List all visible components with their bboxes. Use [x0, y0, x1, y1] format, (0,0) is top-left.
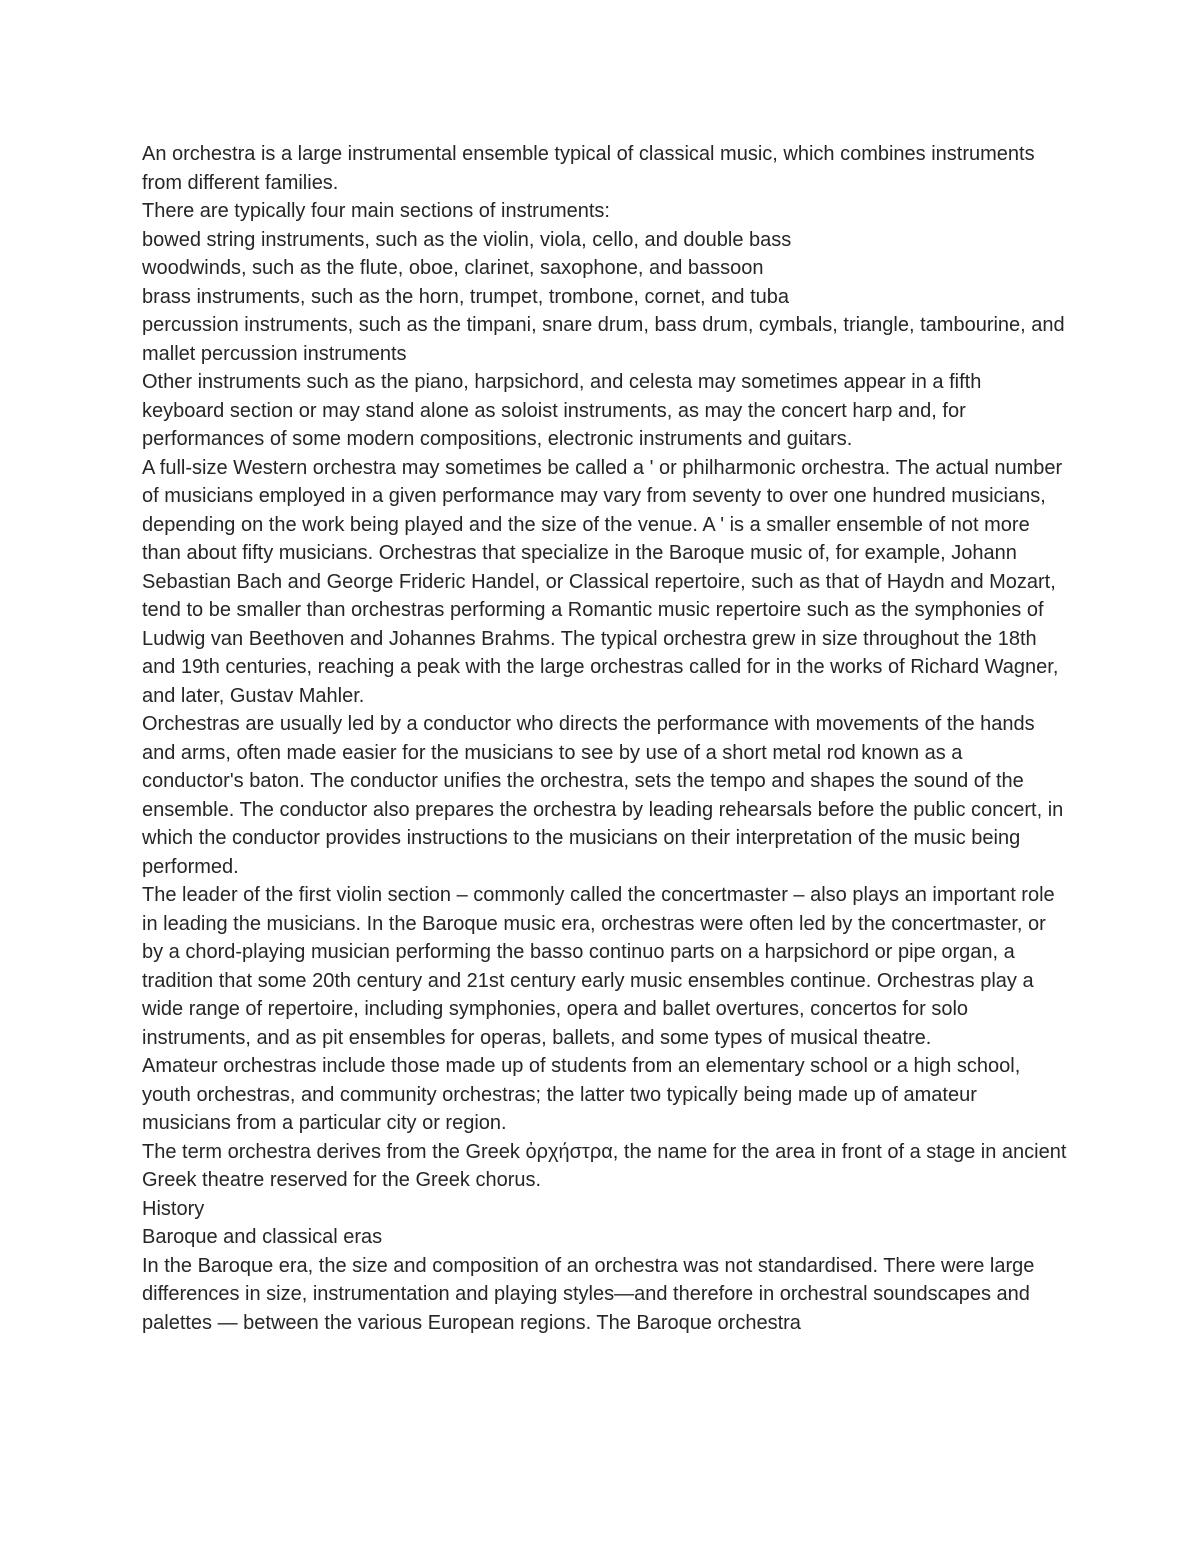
heading-history: History [142, 1197, 205, 1220]
list-item-strings: bowed string instruments, such as the violin, viola, cello, and double bass [142, 228, 792, 251]
document-body [142, 140, 1067, 1337]
list-item-brass: brass instruments, such as the horn, trumpet, trombone, cornet, and tuba [142, 285, 790, 308]
paragraph-other-instruments: Other instruments such as the piano, harpsichord, and celesta may sometimes appear in a fifth keyboard section or may stand alone as soloist instruments, as may the concert harp and, for performances of some modern compositions, electronic instruments and guitars. [142, 371, 982, 450]
paragraph-sections-lead: There are typically four main sections of instruments: [142, 200, 610, 222]
paragraph-orchestra-size: A full-size Western orchestra may sometimes be called a ' or philharmonic orchestra. The actual number of musicians employed in a given performance may vary from seventy to over one hundred musicians, depending on the work being played and the size of the venue. A ' is a smaller ensemble of not more than about fifty musicians. Orchestras that specialize in the Baroque music of, for example, Johann Sebastian Bach and George Frideric Handel, or Classical repertoire, such as that of Haydn and Mozart, tend to be smaller than orchestras performing a Romantic music repertoire such as the symphonies of Ludwig van Beethoven and Johannes Brahms. The typical orchestra grew in size throughout the 18th and 19th centuries, reaching a peak with the large orchestras called for in the works of Richard Wagner, and later, Gustav Mahler. [142, 456, 1063, 707]
heading-baroque-classical: Baroque and classical eras [142, 1226, 383, 1248]
paragraph-conductor: Orchestras are usually led by a conductor who directs the performance with movements of the hands and arms, often made easier for the musicians to see by use of a short metal rod known as a conductor's baton. The conductor unifies the orchestra, sets the tempo and shapes the sound of the ensemble. The conductor also prepares the orchestra by leading rehearsals before the public concert, in which the conductor provides instructions to the musicians on their interpretation of the music being performed. [142, 713, 1064, 878]
list-item-woodwinds: woodwinds, such as the flute, oboe, clarinet, saxophone, and bassoon [142, 257, 764, 279]
paragraph-concertmaster: The leader of the first violin section – commonly called the concertmaster – also plays an important role in leading the musicians. In the Baroque music era, orchestras were often led by the concertmaster, or by a chord-playing musician performing the basso continuo parts on a harpsichord or pipe organ, a tradition that some 20th century and 21st century early music ensembles continue. Orchestras play a wide range of repertoire, including symphonies, opera and ballet overtures, concertos for solo instruments, and as pit ensembles for operas, ballets, and some types of musical theatre. [142, 884, 1055, 1049]
list-item-percussion: percussion instruments, such as the timpani, snare drum, bass drum, cymbals, triangle, tambourine, and mallet percussion instruments [142, 314, 1065, 365]
paragraph-baroque-era: In the Baroque era, the size and composition of an orchestra was not standardised. There were large differences in size, instrumentation and playing styles—and therefore in orchestral soundscapes and palettes — between the various European regions. The Baroque orchestra [142, 1254, 1035, 1334]
paragraph-etymology: The term orchestra derives from the Greek ὀρχήστρα, the name for the area in front of a stage in ancient Greek theatre reserved for the Greek chorus. [142, 1140, 1067, 1191]
paragraph-intro: An orchestra is a large instrumental ensemble typical of classical music, which combines instruments from different families. [142, 143, 1035, 194]
paragraph-amateur: Amateur orchestras include those made up of students from an elementary school or a high school, youth orchestras, and community orchestras; the latter two typically being made up of amateur musicians from a particular city or region. [142, 1055, 1021, 1134]
